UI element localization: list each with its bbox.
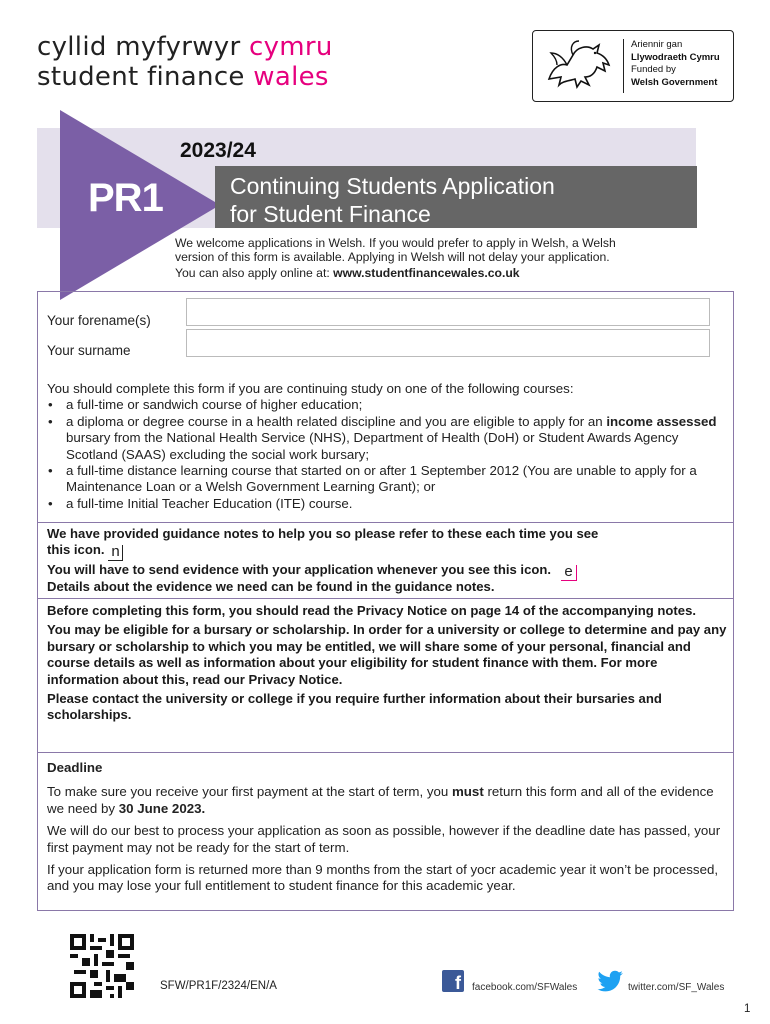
forename-input[interactable] [186,298,710,326]
surname-label: Your surname [47,343,131,358]
deadline-section: Deadline To make sure you receive your first payment at the start of term, you must return this form and all of the evidence we need by 30 June 2023. We will do our best to process your application as soon as possible, however if the deadline date has passed, your first payment may not be ready for the start of term. If your application form is returned more than 9 months from the start of yocr academic year it won’t be processed, and you may lose your full entitlement to student finance for this academic year. [47,760,727,901]
qr-code [70,934,134,998]
form-year: 2023/24 [180,139,256,162]
logo-divider [623,39,624,93]
gov-logo-text: Ariennir gan Llywodraeth Cymru Funded by Welsh Government [631,39,720,88]
section-divider [38,598,733,599]
logo-welsh: cyllid myfyrwyr cymru [37,32,333,62]
list-item: • a full-time Initial Teacher Education (ITE) course. [47,496,727,512]
form-reference: SFW/PR1F/2324/EN/A [160,980,277,992]
form-title: Continuing Students Application for Student Finance [230,173,555,227]
deadline-heading: Deadline [47,760,103,775]
surname-input[interactable] [186,329,710,357]
online-url[interactable]: www.studentfinancewales.co.uk [333,266,520,280]
guidance-notes-icon: n [108,545,123,561]
guidance-section: We have provided guidance notes to help you so please refer to these each time you see this icon. n You will have to send evidence with your application whenever you see this icon. e Details about the evidence we need can be found in the guidance notes. [47,526,599,595]
privacy-section: Before completing this form, you should read the Privacy Notice on page 14 of the accompanying notes. You may be eligible for a bursary or scholarship. In order for a university or college to determine and pay any bursary or scholarship to which you may be entitled, we will share some of your personal, financial and course details as well as information about your eligibility for student finance with them. For more information about this, read our Privacy Notice. Please contact the university or college if you require further information about their bursaries and scholarships. [47,603,727,723]
twitter-link[interactable]: twitter.com/SF_Wales [628,982,725,993]
list-item: • a full-time or sandwich course of higher education; [47,397,727,413]
facebook-icon: f [442,970,464,992]
list-item: • a full-time distance learning course that started on or after 1 September 2012 (You are unable to apply for a Maintenance Loan or a Welsh Government Learning Grant); or [47,463,727,496]
page-number: 1 [744,1003,751,1015]
eligibility-intro: You should complete this form if you are continuing study on one of the following courses: • a full-time or sandwich course of higher education; • a diploma or degree course in a health related discipline and you are eligible to apply for an income assessed bursary from the National Health Service (NHS), Department of Health (DoH) or Student Awards Agency Scotland (SAAS) excluding the social work bursary; • a full-time distance learning course that started on or after 1 September 2012 (You are unable to apply for a Maintenance Loan or a Welsh Government Learning Grant); or • a full-time Initial Teacher Education (ITE) course. [47,381,727,512]
sfw-logo [37,32,333,92]
form-code: PR1 [88,176,163,220]
list-item: • a diploma or degree course in a health related discipline and you are eligible to apply for an income assessed bursary from the National Health Service (NHS), Department of Health (DoH) or Student Awards Agency Scotland (SAAS) excluding the social work bursary; [47,414,727,463]
evidence-icon: e [561,565,577,581]
section-divider [38,522,733,523]
logo-english: student finance wales [37,62,329,92]
welsh-government-logo [532,30,734,102]
welcome-text: We welcome applications in Welsh. If you would prefer to apply in Welsh, a Welsh version of this form is available. Applying in Welsh will not delay your application. You can also apply online at: www.studentfinancewales.co.uk [175,236,616,280]
forename-label: Your forename(s) [47,313,151,328]
welsh-dragon-icon [543,37,615,93]
section-divider [38,752,733,753]
facebook-link[interactable]: facebook.com/SFWales [472,982,578,993]
twitter-icon [596,970,624,992]
